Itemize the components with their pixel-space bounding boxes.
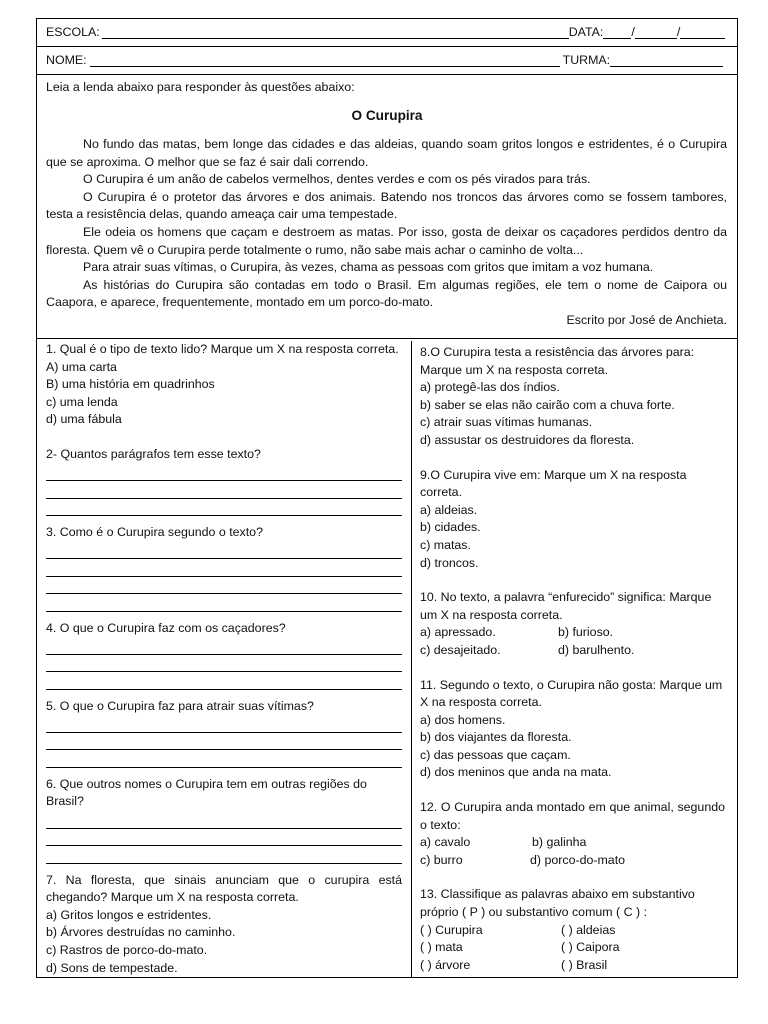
classify-item[interactable]: ( ) árvore bbox=[420, 957, 471, 972]
answer-line[interactable] bbox=[46, 499, 402, 517]
answer-line[interactable] bbox=[46, 577, 402, 595]
question-text: 13. Classifique as palavras abaixo em substantivo próprio ( P ) ou substantivo comum ( C ) : bbox=[420, 887, 695, 920]
question-13 bbox=[420, 886, 725, 974]
answer-line[interactable] bbox=[46, 481, 402, 499]
option[interactable]: a) Gritos longos e estridentes. bbox=[46, 907, 212, 922]
option[interactable]: c) atrair suas vítimas humanas. bbox=[420, 415, 593, 430]
option[interactable]: b) saber se elas não cairão com a chuva forte. bbox=[420, 397, 675, 412]
question-11 bbox=[420, 677, 725, 783]
option[interactable]: b) furioso. bbox=[558, 625, 614, 640]
school-field[interactable] bbox=[102, 26, 569, 39]
option[interactable]: d) troncos. bbox=[420, 555, 479, 570]
question-text: 2- Quantos parágrafos tem esse texto? bbox=[46, 446, 261, 461]
question-text: 11. Segundo o texto, o Curupira não gosta: Marque um X na resposta correta. bbox=[420, 677, 723, 710]
answer-line[interactable] bbox=[46, 829, 402, 847]
divider bbox=[37, 74, 737, 75]
story-author: Escrito por José de Anchieta. bbox=[566, 312, 727, 327]
question-text: 1. Qual é o tipo de texto lido? Marque um X na resposta correta. bbox=[46, 342, 399, 356]
question-text: 7. Na floresta, que sinais anunciam que o curupira está chegando? Marque um X na resposta correta. bbox=[46, 872, 402, 905]
option-row bbox=[420, 642, 725, 660]
question-1 bbox=[46, 341, 402, 429]
option[interactable]: d) Sons de tempestade. bbox=[46, 960, 178, 975]
question-3 bbox=[46, 524, 402, 612]
question-9 bbox=[420, 467, 725, 573]
answer-line[interactable] bbox=[46, 464, 402, 482]
class-field[interactable] bbox=[610, 54, 723, 67]
story-title: O Curupira bbox=[351, 108, 423, 123]
classify-row bbox=[420, 957, 725, 975]
question-5 bbox=[46, 698, 402, 768]
story-paragraph: Para atrair suas vítimas, o Curupira, às vezes, chama as pessoas com gritos que imitam a voz humana. bbox=[83, 260, 654, 275]
answer-line[interactable] bbox=[46, 846, 402, 864]
option[interactable]: b) Árvores destruídas no caminho. bbox=[46, 925, 236, 940]
option[interactable]: a) dos homens. bbox=[420, 712, 506, 727]
answer-line[interactable] bbox=[46, 715, 402, 733]
option[interactable]: c) uma lenda bbox=[46, 394, 118, 409]
option[interactable]: d) uma fábula bbox=[46, 412, 122, 427]
option[interactable]: c) burro bbox=[420, 852, 463, 867]
question-text: 9.O Curupira vive em: Marque um X na resposta correta. bbox=[420, 467, 687, 500]
option[interactable]: b) galinha bbox=[532, 835, 587, 850]
worksheet bbox=[36, 18, 738, 978]
name-field[interactable] bbox=[90, 54, 560, 67]
option[interactable]: a) apressado. bbox=[420, 625, 496, 640]
option[interactable]: c) das pessoas que caçam. bbox=[420, 747, 571, 762]
date-separator: / bbox=[631, 24, 635, 39]
option[interactable]: a) protegê-las dos índios. bbox=[420, 380, 560, 395]
date-separator: / bbox=[676, 24, 681, 39]
question-text: 3. Como é o Curupira segundo o texto? bbox=[46, 525, 263, 540]
option[interactable]: B) uma história em quadrinhos bbox=[46, 377, 215, 392]
option[interactable]: d) barulhento. bbox=[558, 642, 635, 657]
answer-line[interactable] bbox=[46, 750, 402, 768]
option[interactable]: c) Rastros de porco-do-mato. bbox=[46, 942, 208, 957]
option[interactable]: d) dos meninos que anda na mata. bbox=[420, 765, 612, 780]
option[interactable]: a) cavalo bbox=[420, 835, 471, 850]
question-text: 12. O Curupira anda montado em que animal, segundo o texto: bbox=[420, 800, 725, 832]
name-row bbox=[37, 47, 746, 74]
date-day-field[interactable] bbox=[603, 26, 631, 39]
option[interactable]: b) dos viajantes da floresta. bbox=[420, 730, 572, 745]
left-questions bbox=[46, 341, 402, 994]
option[interactable]: b) cidades. bbox=[420, 520, 481, 535]
question-2 bbox=[46, 446, 402, 516]
option[interactable]: c) desajeitado. bbox=[420, 642, 501, 657]
answer-line[interactable] bbox=[46, 811, 402, 829]
option-row bbox=[420, 852, 725, 870]
question-text: 8.O Curupira testa a resistência das árvores para: Marque um X na resposta correta. bbox=[420, 345, 695, 377]
instructions: Leia a lenda abaixo para responder às questões abaixo: bbox=[46, 80, 355, 94]
answer-line[interactable] bbox=[46, 655, 402, 673]
answer-line[interactable] bbox=[46, 542, 402, 560]
date-month-field[interactable] bbox=[635, 26, 677, 39]
story-paragraph: As histórias do Curupira são contadas em todo o Brasil. Em algumas regiões, ele tem o nome de Caipora ou Caapora, e aparece, frequentemente, montado em um porco-do-mato. bbox=[46, 277, 727, 310]
story-paragraph: O Curupira é o protetor das árvores e dos animais. Batendo nos troncos das árvores como se fossem tambores, testa a resistência delas, quando ameaça cair uma tempestade. bbox=[46, 189, 727, 222]
option[interactable]: c) matas. bbox=[420, 537, 471, 552]
question-12 bbox=[420, 799, 725, 869]
classify-item[interactable]: ( ) Caipora bbox=[561, 940, 620, 955]
right-questions bbox=[420, 344, 725, 974]
classify-item[interactable]: ( ) Brasil bbox=[561, 957, 608, 972]
question-7 bbox=[46, 872, 402, 978]
option-row bbox=[420, 624, 725, 642]
classify-row bbox=[420, 939, 725, 957]
name-label: NOME: bbox=[46, 52, 87, 67]
story-paragraph: No fundo das matas, bem longe das cidades e das aldeias, quando soam gritos longos e estridentes, é o Curupira que se aproxima. O melhor que se faz é sair dali correndo. bbox=[46, 137, 727, 169]
class-label: TURMA: bbox=[562, 52, 611, 67]
question-10 bbox=[420, 589, 725, 659]
story-paragraph: Ele odeia os homens que caçam e destroem as matas. Por isso, gosta de deixar os caçadores perdidos dentro da floresta. Quem vê o Curupira perde totalmente o rumo, não sabe mais achar o caminho de volta... bbox=[46, 224, 727, 257]
option[interactable]: A) uma carta bbox=[46, 359, 117, 374]
option[interactable]: a) aldeias. bbox=[420, 502, 478, 517]
option[interactable]: d) porco-do-mato bbox=[530, 852, 626, 867]
question-8 bbox=[420, 344, 725, 450]
story-text bbox=[46, 136, 727, 330]
classify-item[interactable]: ( ) mata bbox=[420, 940, 463, 955]
question-text: 10. No texto, a palavra “enfurecido” significa: Marque um X na resposta correta. bbox=[420, 590, 712, 622]
date-label: DATA: bbox=[568, 24, 604, 39]
answer-line[interactable] bbox=[46, 559, 402, 577]
answer-line[interactable] bbox=[46, 594, 402, 612]
divider bbox=[37, 338, 737, 339]
question-6 bbox=[46, 776, 402, 864]
option[interactable]: d) assustar os destruidores da floresta. bbox=[420, 432, 635, 447]
answer-line[interactable] bbox=[46, 672, 402, 690]
question-text: 6. Que outros nomes o Curupira tem em outras regiões do Brasil? bbox=[46, 776, 367, 809]
question-text: 5. O que o Curupira faz para atrair suas vítimas? bbox=[46, 698, 314, 713]
answer-line[interactable] bbox=[46, 733, 402, 751]
column-divider bbox=[411, 341, 412, 978]
story-paragraph: O Curupira é um anão de cabelos vermelhos, dentes verdes e com os pés virados para trás. bbox=[83, 172, 591, 187]
school-row bbox=[37, 19, 746, 46]
classify-item[interactable]: ( ) aldeias bbox=[561, 922, 616, 937]
classify-item[interactable]: ( ) Curupira bbox=[420, 922, 483, 937]
date-year-field[interactable] bbox=[680, 26, 725, 39]
question-text: 4. O que o Curupira faz com os caçadores? bbox=[46, 620, 286, 635]
school-label: ESCOLA: bbox=[46, 24, 100, 39]
answer-line[interactable] bbox=[46, 637, 402, 655]
classify-row bbox=[420, 922, 725, 940]
question-4 bbox=[46, 620, 402, 690]
option-row bbox=[420, 834, 725, 852]
